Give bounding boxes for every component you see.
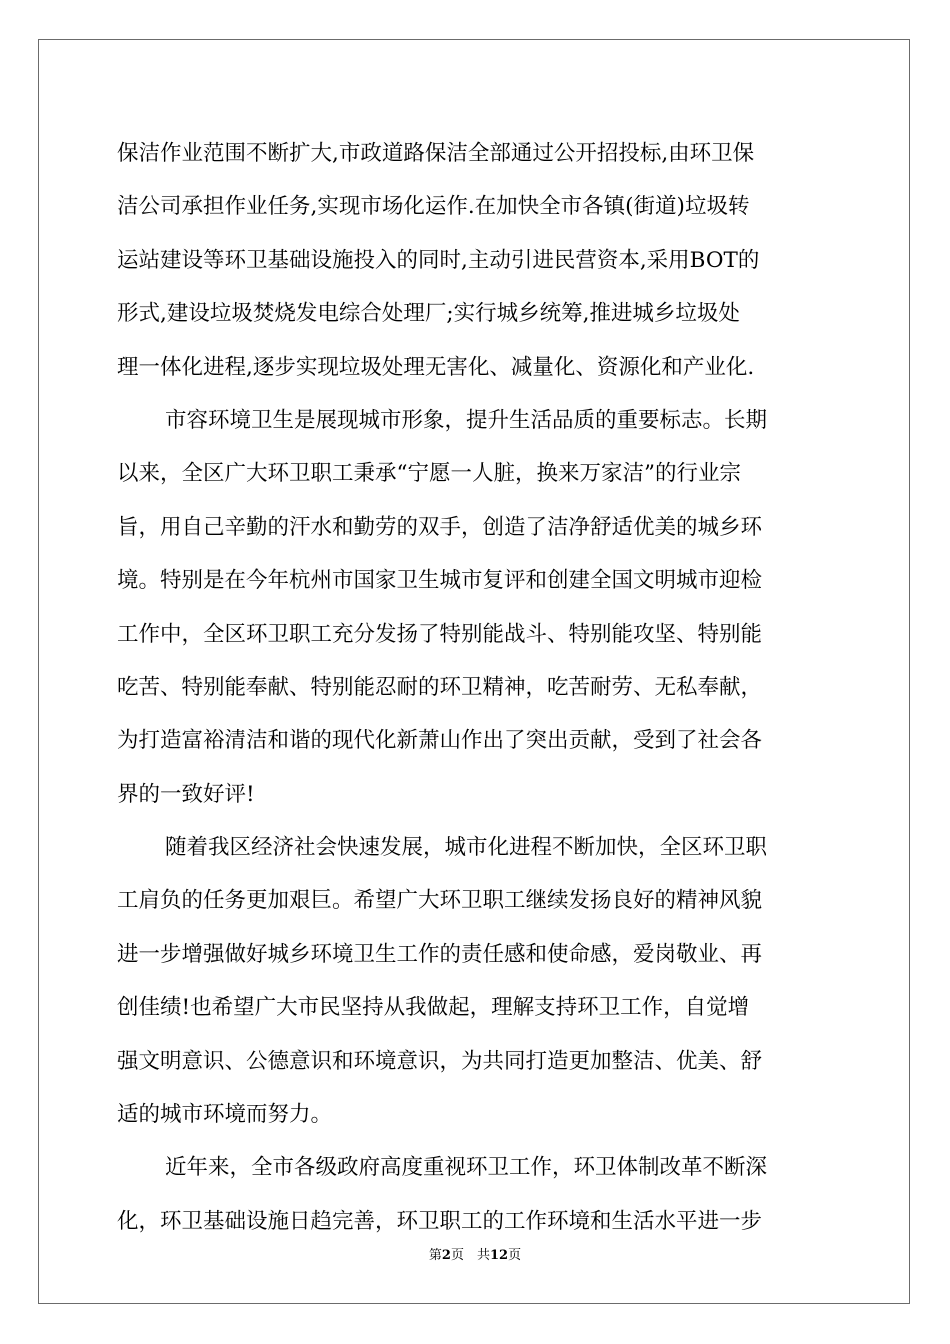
text-line: 为打造富裕清洁和谐的现代化新萧山作出了突出贡献，受到了社会各 bbox=[117, 728, 763, 754]
current-page-number: 2 bbox=[441, 1248, 451, 1263]
text-line: 理一体化进程,逐步实现垃圾处理无害化、减量化、资源化和产业化. bbox=[117, 354, 755, 380]
text-line: 化，环卫基础设施日趋完善，环卫职工的工作环境和生活水平进一步 bbox=[117, 1208, 763, 1234]
total-pages-number: 12 bbox=[489, 1248, 509, 1263]
text-line: 境。特别是在今年杭州市国家卫生城市复评和创建全国文明城市迎检 bbox=[117, 568, 763, 594]
text-line: 吃苦、特别能奉献、特别能忍耐的环卫精神，吃苦耐劳、无私奉献， bbox=[117, 674, 763, 700]
paragraph-first-line: 市容环境卫生是展现城市形象，提升生活品质的重要标志。长期 bbox=[165, 407, 768, 433]
text-line: 以来，全区广大环卫职工秉承“宁愿一人脏，换来万家洁”的行业宗 bbox=[117, 461, 741, 487]
text-line: 洁公司承担作业任务,实现市场化运作.在加快全市各镇(街道)垃圾转 bbox=[117, 194, 750, 220]
text-line: 形式,建设垃圾焚烧发电综合处理厂;实行城乡统筹,推进城乡垃圾处 bbox=[117, 301, 740, 327]
text-line: 工作中，全区环卫职工充分发扬了特别能战斗、特别能攻坚、特别能 bbox=[117, 621, 763, 647]
footer-suffix: 页 bbox=[508, 1248, 522, 1263]
text-line: 界的一致好评! bbox=[117, 781, 255, 807]
paragraph-first-line: 近年来，全市各级政府高度重视环卫工作，环卫体制改革不断深 bbox=[165, 1155, 768, 1181]
paragraph-first-line: 随着我区经济社会快速发展，城市化进程不断加快，全区环卫职 bbox=[165, 835, 768, 861]
text-line: 适的城市环境而努力。 bbox=[117, 1102, 333, 1128]
footer-mid: 页 共 bbox=[450, 1248, 490, 1263]
text-line: 创佳绩!也希望广大市民坚持从我做起，理解支持环卫工作，自觉增 bbox=[117, 995, 750, 1021]
text-line: 进一步增强做好城乡环境卫生工作的责任感和使命感，爱岗敬业、再 bbox=[117, 941, 763, 967]
body-text bbox=[117, 127, 833, 1248]
text-line: 旨，用自己辛勤的汗水和勤劳的双手，创造了洁净舒适优美的城乡环 bbox=[117, 514, 763, 540]
text-line: 保洁作业范围不断扩大,市政道路保洁全部通过公开招投标,由环卫保 bbox=[117, 141, 755, 166]
text-line: 运站建设等环卫基础设施投入的同时,主动引进民营资本,采用BOT的 bbox=[117, 247, 760, 273]
page-footer bbox=[0, 1247, 950, 1265]
text-line: 工肩负的任务更加艰巨。希望广大环卫职工继续发扬良好的精神风貌 bbox=[117, 888, 763, 914]
text-line: 强文明意识、公德意识和环境意识，为共同打造更加整洁、优美、舒 bbox=[117, 1048, 763, 1074]
footer-prefix: 第 bbox=[428, 1248, 442, 1263]
